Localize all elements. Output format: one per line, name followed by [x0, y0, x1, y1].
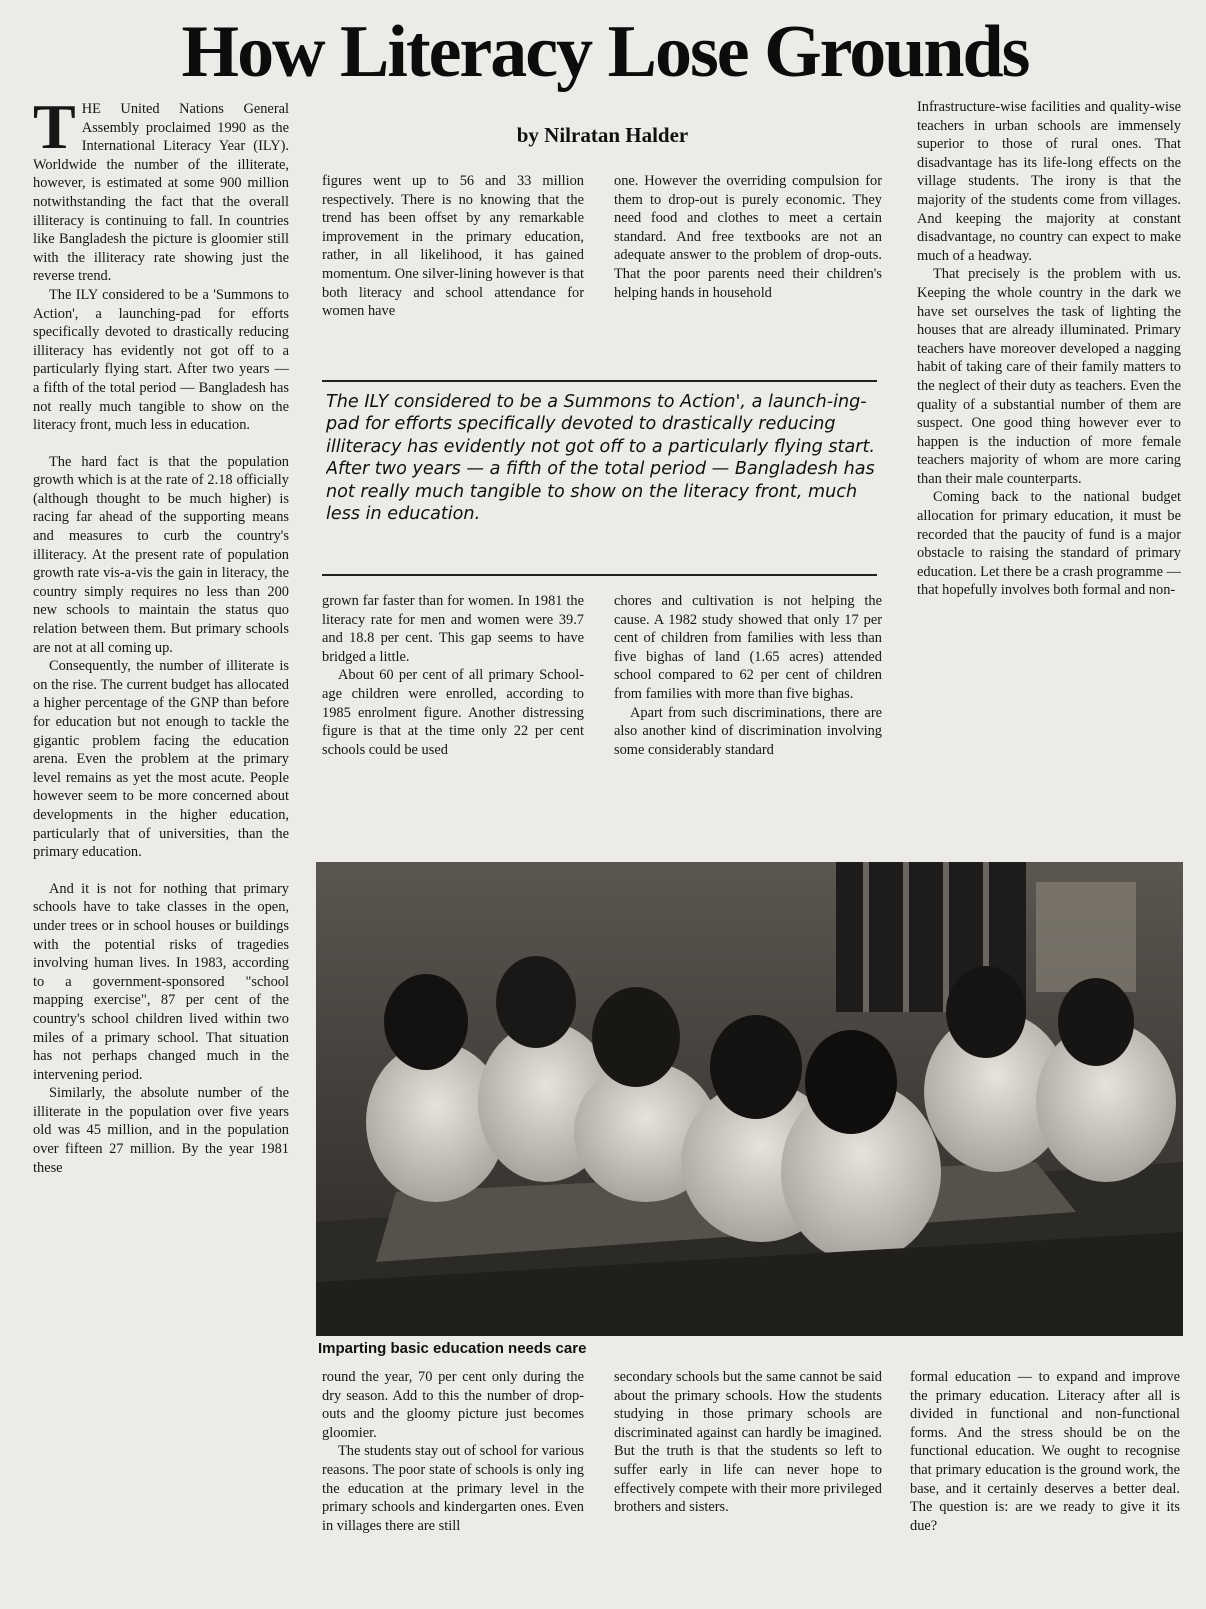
- paragraph: Similarly, the absolute number of the illiterate in the population over five years old was 45 million, and in the population over fifteen 27 million. By the year 1981 these: [33, 1085, 289, 1176]
- paragraph: THE United Nations General Assembly proclaimed 1990 as the International Literacy Year (ILY). Worldwide the number of the illiterate, however, is estimated at some 900 million notwithstanding the fact that the overall illiteracy is continuing to fall. In countries like Bangladesh the picture is gloomier still with the illiteracy rate showing just the reverse trend.: [33, 100, 289, 285]
- column-4-bottom: [910, 1368, 1180, 1604]
- paragraph: That precisely is the problem with us. Keeping the whole country in the dark we have set ourselves the task of lighting the houses that are already illuminated. Primary teachers have moreover developed a nagging habit of taking care of their family matters to the neglect of their duty as teachers. Even the quality of a substantial number of them are suspect. One good thing however ever to happen is the induction of more female teachers majority of whom are more caring than their male counterparts.: [917, 266, 1181, 487]
- paragraph: Coming back to the national budget allocation for primary education, it must be recorded that the paucity of fund is a major obstacle to raising the standard of primary education. Let there be a crash programme — that hopefully involves both formal and non-: [917, 489, 1181, 599]
- paragraph: Infrastructure-wise facilities and quality-wise teachers in urban schools are immensely superior to those of rural ones. That disadvantage has its life-long effects on the village students. The irony is that the majority of the students come from villages. And keeping the majority at constant disadvantage, no country can expect to make much of a headway.: [917, 99, 1181, 264]
- column-3-bottom: [614, 1368, 882, 1604]
- paragraph: one. However the overriding compulsion for them to drop-out is purely economic. They need food and clothes to meet a certain standard. And free textbooks are not an adequate answer to the problem of drop-outs. That the poor parents need their children's helping hands in household: [614, 173, 882, 301]
- paragraph: formal education — to expand and improve the primary education. Literacy after all is divided in functional and non-functional forms. And the stress should be on the functional education. We ought to recognise that primary education is the ground work, the base, and it certainly deserves a better deal. The question is: are we ready to give it its due?: [910, 1369, 1180, 1534]
- paragraph: secondary schools but the same cannot be said about the primary schools. How the students studying in those primary schools are discriminated against can hardly be imagined. But the truth is that the students so left to suffer early in life can never hope to effectively compete with their more privileged brothers and sisters.: [614, 1369, 882, 1516]
- paragraph: Consequently, the number of illiterate is on the rise. The current budget has allocated a higher percentage of the GNP than before for education but not enough to tackle the gigantic problem facing the education arena. Even the problem at the primary level remains as yet the most acute. People however seem to be more concerned about developments in the higher education, particularly that of universities, than the primary education.: [33, 658, 289, 861]
- paragraph: The students stay out of school for various reasons. The poor state of schools is only ing the education at the primary level in the primary schools and kindergarten ones. Even in villages there are still: [322, 1443, 584, 1534]
- paragraph: The ILY considered to be a 'Summons to Action', a launching-pad for efforts specifically devoted to drastically reducing illiteracy has evidently not got off to a particularly flying start. After two years — a fifth of the total period — Bangladesh has not really much tangible to show on the literacy front, much less in education.: [33, 286, 289, 434]
- column-2-bottom: [322, 1368, 584, 1604]
- paragraph: round the year, 70 per cent only during the dry season. Add to this the number of drop-outs and the gloomy picture just becomes gloomier.: [322, 1369, 584, 1441]
- byline: by Nilratan Halder: [516, 123, 689, 147]
- column-3-top: [614, 172, 882, 362]
- paragraph: About 60 per cent of all primary School-age children were enrolled, according to 1985 enrolment figure. Another distressing figure is that at the time only 22 per cent schools could be used: [322, 667, 584, 758]
- column-2-top: [322, 172, 584, 362]
- column-3-mid: [614, 592, 882, 848]
- paragraph: chores and cultivation is not helping the cause. A 1982 study showed that only 17 per cent of children from families with less than five bighas of land (1.65 acres) attended school compared to 62 per cent of children from families with more than five bighas.: [614, 593, 882, 702]
- pull-quote-rule-bottom: [322, 574, 877, 576]
- pull-quote-rule-top: [322, 380, 877, 382]
- photo-caption: Imparting basic education needs care: [318, 1340, 587, 1357]
- paragraph: And it is not for nothing that primary schools have to take classes in the open, under trees or in school houses or buildings with the potential risks of tragedies involving human lives. In 1983, according to a government-sponsored "school mapping exercise", 87 per cent of the country's school children lived within two miles of a primary school. That situation has not perhaps changed much in the intervening period.: [33, 880, 289, 1083]
- column-1: [33, 100, 289, 1604]
- column-2-mid: [322, 592, 584, 848]
- column-4-top: [917, 98, 1181, 850]
- paragraph: Apart from such discriminations, there are also another kind of discrimination involving some considerably standard: [614, 704, 882, 758]
- pull-quote: The ILY considered to be a Summons to Action', a launch-ing-pad for efforts specifically devoted to drastically reducing illiteracy has evidently not got off to a particularly flying start. After two years — a fifth of the total period — Bangladesh has not really much tangible to show on the literacy front, much less in education.: [326, 392, 875, 525]
- photo-illustration: [316, 862, 1183, 1336]
- paragraph: grown far faster than for women. In 1981 the literacy rate for men and women were 39.7 and 18.8 per cent. This gap seems to have bridged a little.: [322, 593, 584, 665]
- paragraph: The hard fact is that the population growth which is at the rate of 2.18 officially (although thought to be much higher) is racing far ahead of the supporting means and measures to curb the country's illiteracy. At the present rate of population growth rate vis-a-vis the gain in literacy, the country simply requires no less than 200 new schools to maintain the status quo relation between them. But primary schools are not at all coming up.: [33, 453, 289, 656]
- classroom-photo: [316, 862, 1183, 1336]
- paragraph: figures went up to 56 and 33 million respectively. There is no knowing that the trend has been offset by any remarkable improvement in the primary education, rather, in all likelihood, it has gained momentum. One silver-lining however is that both literacy and school attendance for women have: [322, 173, 584, 320]
- headline: How Literacy Lose Grounds: [181, 11, 1029, 93]
- drop-cap: T: [33, 100, 76, 162]
